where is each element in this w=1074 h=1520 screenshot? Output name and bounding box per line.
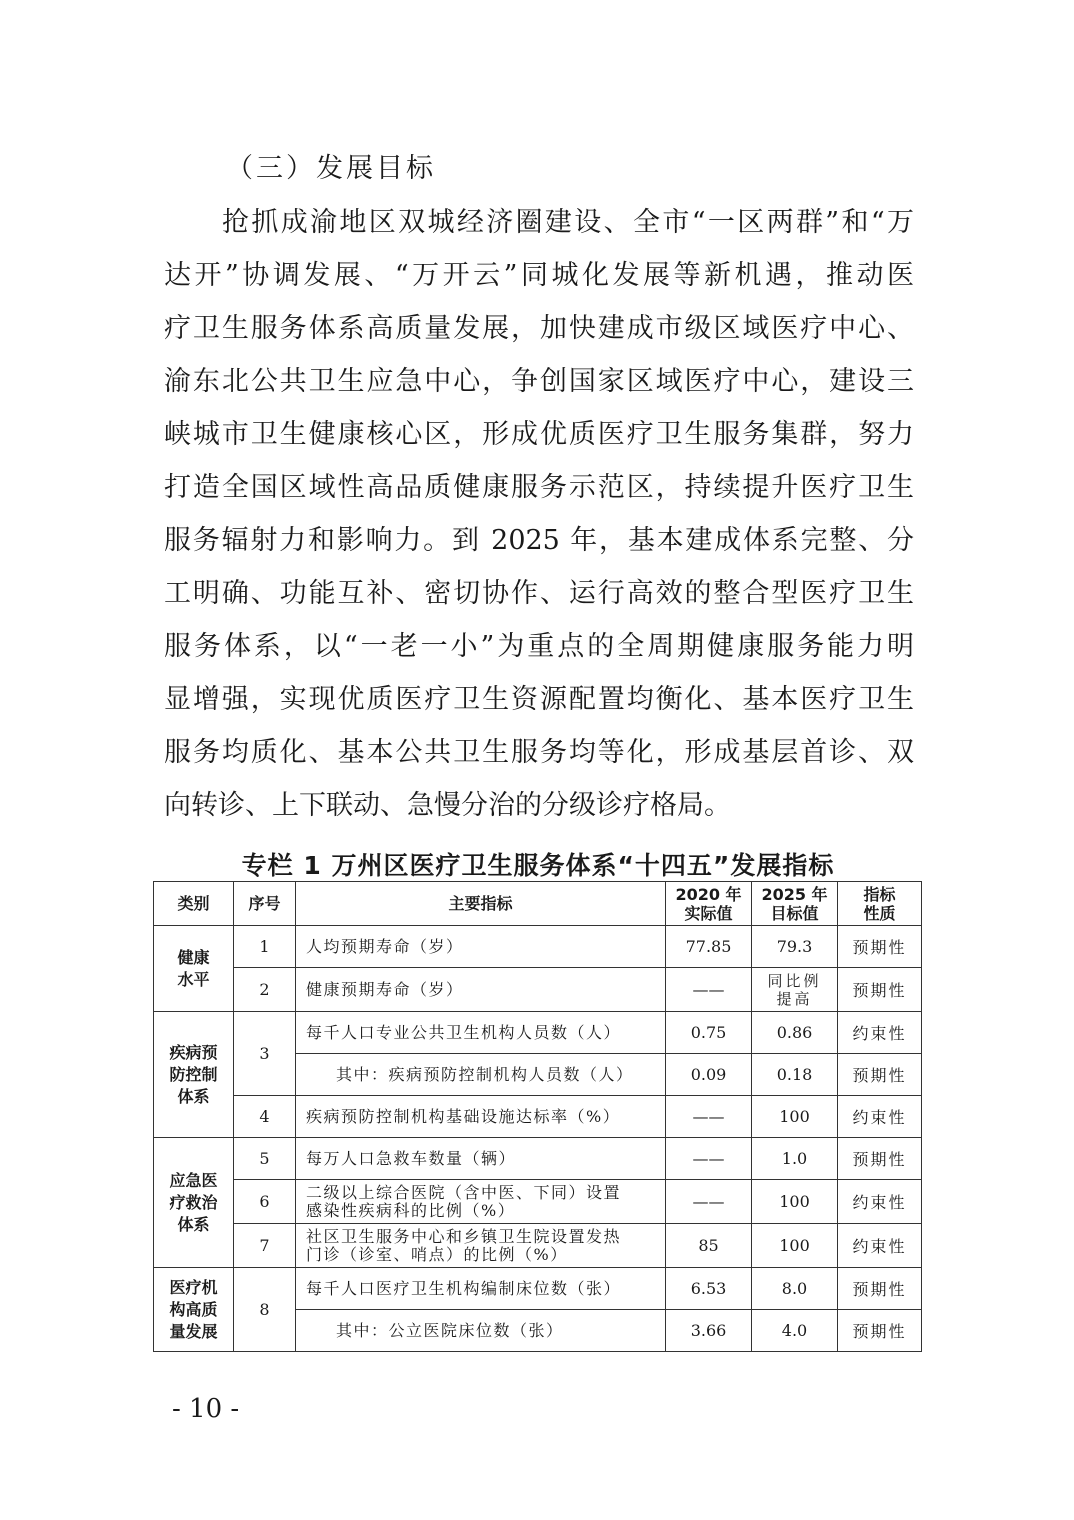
actual-2020-cell: 85 bbox=[666, 1224, 752, 1268]
actual-2020-cell: 0.75 bbox=[666, 1012, 752, 1054]
category-line: 疗救治 bbox=[169, 1192, 218, 1212]
indicator-line: 感染性疾病科的比例（%） bbox=[306, 1200, 516, 1220]
header-nature-line2: 性质 bbox=[863, 903, 896, 923]
indicator-cell: 每万人口急救车数量（辆） bbox=[296, 1138, 666, 1180]
paragraph-line: 渝东北公共卫生应急中心，争创国家区域医疗中心，建设三 bbox=[164, 366, 914, 397]
target-2025-cell: 0.18 bbox=[752, 1054, 838, 1096]
indicator-cell: 人均预期寿命（岁） bbox=[296, 926, 666, 968]
indicator-cell: 每千人口专业公共卫生机构人员数（人） bbox=[296, 1012, 666, 1054]
paragraph-line: 工明确、功能互补、密切协作、运行高效的整合型医疗卫生 bbox=[164, 578, 914, 609]
paragraph-line: 向转诊、上下联动、急慢分治的分级诊疗格局。 bbox=[164, 790, 731, 821]
indicator-cell: 健康预期寿命（岁） bbox=[296, 968, 666, 1012]
category-cell bbox=[154, 926, 234, 1012]
table-title: 专栏 1 万州区医疗卫生服务体系“十四五”发展指标 bbox=[241, 851, 835, 880]
target-2025-cell: 1.0 bbox=[752, 1138, 838, 1180]
nature-cell: 约束性 bbox=[838, 1180, 922, 1224]
category-cell bbox=[154, 1138, 234, 1268]
indicators-table bbox=[153, 881, 922, 1352]
category-line: 医疗机 bbox=[169, 1277, 218, 1297]
header-nature-line1: 指标 bbox=[863, 884, 896, 904]
category-line: 构高质 bbox=[169, 1299, 218, 1319]
target-2025-cell: 4.0 bbox=[752, 1310, 838, 1352]
actual-2020-cell: —— bbox=[666, 1180, 752, 1224]
seq-cell: 8 bbox=[234, 1268, 296, 1352]
header-target-2025 bbox=[752, 882, 838, 926]
category-cell bbox=[154, 1268, 234, 1352]
table-row bbox=[154, 968, 922, 1012]
target-2025-cell: 79.3 bbox=[752, 926, 838, 968]
header-target-2025-line1: 2025 年 bbox=[761, 884, 828, 904]
header-category: 类别 bbox=[154, 882, 234, 926]
table-row bbox=[154, 1224, 922, 1268]
seq-cell: 4 bbox=[234, 1096, 296, 1138]
header-nature bbox=[838, 882, 922, 926]
indicator-cell: 每千人口医疗卫生机构编制床位数（张） bbox=[296, 1268, 666, 1310]
table-row bbox=[154, 1180, 922, 1224]
target-2025-cell: 0.86 bbox=[752, 1012, 838, 1054]
header-actual-2020-line2: 实际值 bbox=[684, 903, 733, 923]
indicator-cell: 疾病预防控制机构基础设施达标率（%） bbox=[296, 1096, 666, 1138]
paragraph-line: 疗卫生服务体系高质量发展，加快建成市级区域医疗中心、 bbox=[164, 313, 914, 344]
seq-cell: 7 bbox=[234, 1224, 296, 1268]
category-line: 量发展 bbox=[169, 1321, 218, 1341]
actual-2020-cell: —— bbox=[666, 1138, 752, 1180]
target-2025-line: 提高 bbox=[776, 989, 813, 1008]
actual-2020-cell: 6.53 bbox=[666, 1268, 752, 1310]
indicator-cell bbox=[296, 1180, 666, 1224]
paragraph-line: 服务体系，以“一老一小”为重点的全周期健康服务能力明 bbox=[164, 631, 914, 662]
actual-2020-cell: 3.66 bbox=[666, 1310, 752, 1352]
seq-cell: 1 bbox=[234, 926, 296, 968]
header-target-2025-line2: 目标值 bbox=[770, 903, 819, 923]
target-2025-cell: 100 bbox=[752, 1224, 838, 1268]
paragraph-line: 打造全国区域性高品质健康服务示范区，持续提升医疗卫生 bbox=[164, 472, 914, 503]
indicator-cell: 其中：公立医院床位数（张） bbox=[296, 1310, 666, 1352]
seq-cell: 5 bbox=[234, 1138, 296, 1180]
paragraph-line: 峡城市卫生健康核心区，形成优质医疗卫生服务集群，努力 bbox=[164, 419, 914, 450]
paragraph-line: 服务辐射力和影响力。到 2025 年，基本建成体系完整、分 bbox=[164, 525, 914, 556]
seq-cell: 6 bbox=[234, 1180, 296, 1224]
indicator-cell bbox=[296, 1224, 666, 1268]
indicator-line: 社区卫生服务中心和乡镇卫生院设置发热 bbox=[306, 1226, 622, 1246]
paragraph-line: 抢抓成渝地区双城经济圈建设、全市“一区两群”和“万 bbox=[222, 207, 914, 238]
header-actual-2020 bbox=[666, 882, 752, 926]
nature-cell: 预期性 bbox=[838, 968, 922, 1012]
category-line: 体系 bbox=[177, 1214, 210, 1234]
table-row bbox=[154, 926, 922, 968]
table-row bbox=[154, 1138, 922, 1180]
indicator-cell: 其中：疾病预防控制机构人员数（人） bbox=[296, 1054, 666, 1096]
nature-cell: 约束性 bbox=[838, 1224, 922, 1268]
nature-cell: 预期性 bbox=[838, 1054, 922, 1096]
category-line: 疾病预 bbox=[169, 1042, 218, 1062]
target-2025-cell bbox=[752, 968, 838, 1012]
table-row bbox=[154, 1096, 922, 1138]
category-line: 应急医 bbox=[169, 1170, 218, 1190]
header-indicator: 主要指标 bbox=[296, 882, 666, 926]
target-2025-line: 同比例 bbox=[767, 971, 822, 990]
actual-2020-cell: —— bbox=[666, 968, 752, 1012]
actual-2020-cell: —— bbox=[666, 1096, 752, 1138]
indicator-line: 门诊（诊室、哨点）的比例（%） bbox=[306, 1244, 568, 1264]
category-line: 健康 bbox=[177, 947, 210, 967]
paragraph-line: 显增强，实现优质医疗卫生资源配置均衡化、基本医疗卫生 bbox=[164, 684, 914, 715]
nature-cell: 约束性 bbox=[838, 1012, 922, 1054]
seq-cell: 2 bbox=[234, 968, 296, 1012]
header-seq: 序号 bbox=[234, 882, 296, 926]
paragraph-line: 达开”协调发展、“万开云”同城化发展等新机遇，推动医 bbox=[164, 260, 914, 291]
paragraph-line: 服务均质化、基本公共卫生服务均等化，形成基层首诊、双 bbox=[164, 737, 914, 768]
nature-cell: 预期性 bbox=[838, 926, 922, 968]
category-line: 水平 bbox=[177, 969, 210, 989]
actual-2020-cell: 77.85 bbox=[666, 926, 752, 968]
table-row bbox=[154, 1012, 922, 1054]
category-line: 体系 bbox=[177, 1086, 210, 1106]
table-header-row bbox=[154, 882, 922, 926]
target-2025-cell: 100 bbox=[752, 1180, 838, 1224]
nature-cell: 预期性 bbox=[838, 1268, 922, 1310]
category-cell bbox=[154, 1012, 234, 1138]
seq-cell: 3 bbox=[234, 1012, 296, 1096]
target-2025-cell: 100 bbox=[752, 1096, 838, 1138]
page-number: - 10 - bbox=[172, 1394, 240, 1424]
table-row bbox=[154, 1268, 922, 1310]
nature-cell: 预期性 bbox=[838, 1138, 922, 1180]
section-heading: （三）发展目标 bbox=[226, 153, 436, 184]
body-paragraph bbox=[164, 196, 914, 832]
indicator-line: 二级以上综合医院（含中医、下同）设置 bbox=[306, 1182, 622, 1202]
actual-2020-cell: 0.09 bbox=[666, 1054, 752, 1096]
nature-cell: 预期性 bbox=[838, 1310, 922, 1352]
target-2025-cell: 8.0 bbox=[752, 1268, 838, 1310]
header-actual-2020-line1: 2020 年 bbox=[675, 884, 742, 904]
nature-cell: 约束性 bbox=[838, 1096, 922, 1138]
category-line: 防控制 bbox=[169, 1064, 218, 1084]
